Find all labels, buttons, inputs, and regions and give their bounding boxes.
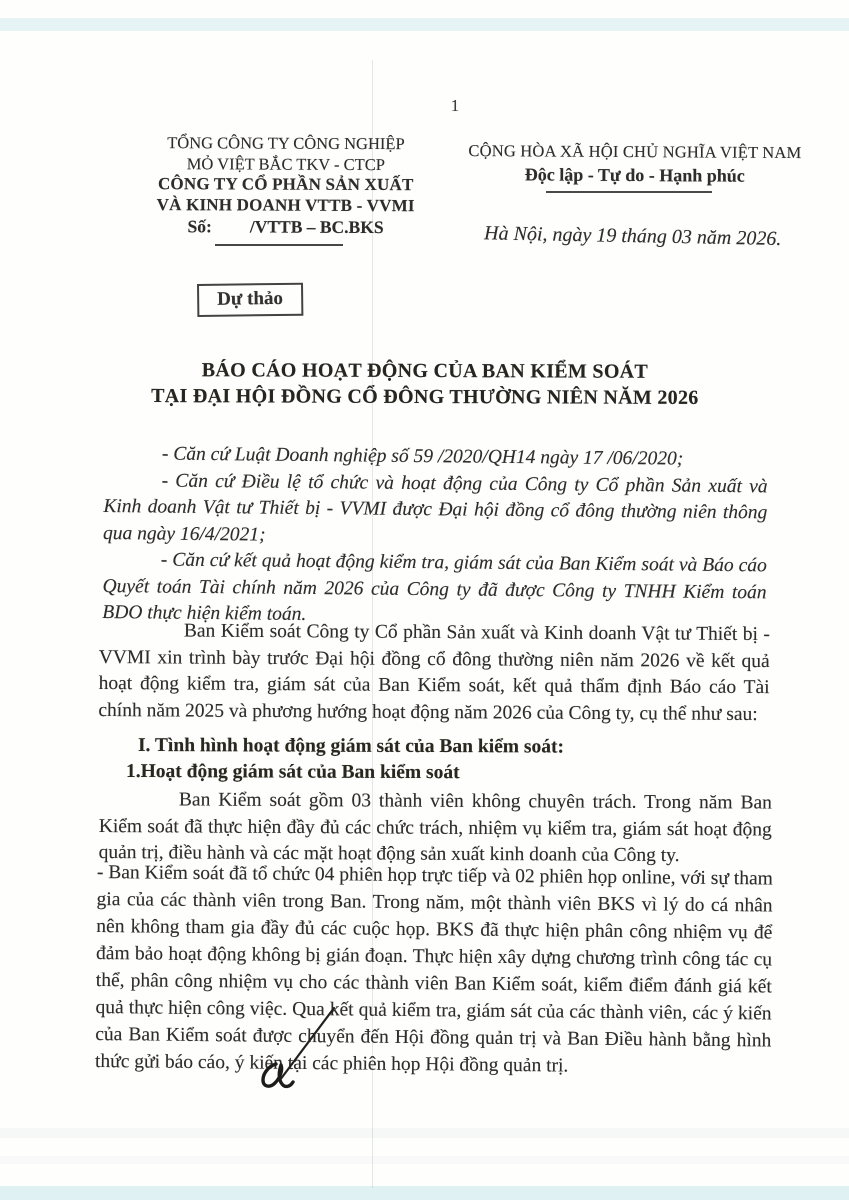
national-title: CỘNG HÒA XÃ HỘI CHỦ NGHĨA VIỆT NAM (468, 141, 802, 163)
issuer-block (140, 133, 432, 238)
document-title-line2: TẠI ĐẠI HỘI ĐỒNG CỔ ĐÔNG THƯỜNG NIÊN NĂM 2026 (151, 385, 699, 409)
page-number: 1 (450, 96, 460, 115)
national-motto: Độc lập - Tự do - Hạnh phúc (524, 164, 745, 186)
citation-item: - Căn cứ Điều lệ tổ chức và hoạt động của Công ty Cổ phần Sản xuất và Kinh doanh Vật tư Thiết bị - VVMI được Đại hội đồng cổ đông thường niên thông qua ngày 16/4/2021; (103, 470, 768, 546)
document-number-line (140, 216, 432, 238)
body-paragraph-2-block (95, 859, 773, 1081)
body-paragraph-1-block (99, 787, 772, 870)
subsection-heading-1: 1.Hoạt động giám sát của Ban kiểm soát (125, 761, 460, 784)
citation-item: - Căn cứ kết quả hoạt động kiểm tra, giám sát của Ban Kiểm soát và Báo cáo Quyết toán Tài chính năm 2026 của Công ty đã được Công ty TNHH Kiểm toán BDO thực hiện kiểm toán. (102, 549, 767, 625)
scan-artifact-smudge (0, 1128, 849, 1138)
issuer-parent-company-line2: MỎ VIỆT BẮC TKV - CTCP (186, 153, 386, 174)
section-heading-I: I. Tình hình hoạt động giám sát của Ban kiểm soát: (137, 735, 565, 758)
issuer-company-line1: CÔNG TY CỔ PHẦN SẢN XUẤT (157, 174, 414, 195)
issuer-underline (215, 244, 343, 246)
scan-artifact-smudge (0, 1156, 849, 1164)
document-number-label: Số: (187, 216, 212, 237)
scan-artifact-top-band (0, 18, 849, 31)
document-number-value: /VTTB – BC.BKS (249, 216, 384, 238)
draft-stamp: Dự thảo (197, 283, 303, 317)
intro-paragraph-block (98, 618, 770, 728)
national-header-block (462, 140, 808, 187)
body-paragraph-1: Ban Kiểm soát gồm 03 thành viên không chuyên trách. Trong năm Ban Kiểm soát đã thực hiện đầy đủ các chức trách, nhiệm vụ kiểm tra, giám sát hoạt động quản trị, điều hành và các mặt hoạt động sản xuất kinh doanh của Công ty. (98, 789, 772, 867)
place-date-line: Hà Nội, ngày 19 tháng 03 năm 2026. (483, 222, 782, 251)
issuer-parent-company-line1: TỔNG CÔNG TY CÔNG NGHIỆP (167, 133, 405, 154)
document-title (85, 357, 765, 411)
motto-underline (546, 191, 712, 193)
citation-item: - Căn cứ Luật Doanh nghiệp số 59 /2020/QH14 ngày 17 /06/2020; (161, 443, 684, 470)
intro-paragraph: Ban Kiểm soát Công ty Cổ phần Sản xuất và Kinh doanh Vật tư Thiết bị - VVMI xin trình bày trước Đại hội đồng cổ đông thường niên năm 2026 về kết quả hoạt động kiểm tra, giám sát của Ban Kiểm soát, kết quả thẩm định Báo cáo Tài chính năm 2025 và phương hướng hoạt động năm 2026 của Công ty, cụ thể như sau: (98, 620, 770, 725)
issuer-company-line2: VÀ KINH DOANH VTTB - VVMI (156, 194, 415, 215)
document-title-line1: BÁO CÁO HOẠT ĐỘNG CỦA BAN KIỂM SOÁT (201, 359, 649, 383)
body-paragraph-2: - Ban Kiểm soát đã tổ chức 04 phiên họp trực tiếp và 02 phiên họp online, với sự tham gia của các thành viên trong Ban. Trong năm, một thành viên BKS vì lý do cá nhân nên không tham gia đầy đủ các cuộc họp. BKS đã thực hiện phân công nhiệm vụ để đảm bảo hoạt động không bị gián đoạn. Thực hiện xây dựng chương trình công tác cụ thể, phân công nhiệm vụ cho các thành viên Ban Kiểm soát, kiểm điểm đánh giá kết quả thực hiện công việc. Qua kết quả kiểm tra, giám sát của các thành viên, các ý kiến của Ban Kiểm soát được chuyển đến Hội đồng quản trị và Ban Điều hành bằng hình thức gửi báo cáo, ý kiến tại các phiên họp Hội đồng quản trị. (94, 861, 773, 1077)
scan-artifact-bottom-band (0, 1186, 849, 1200)
legal-citations (102, 441, 768, 633)
